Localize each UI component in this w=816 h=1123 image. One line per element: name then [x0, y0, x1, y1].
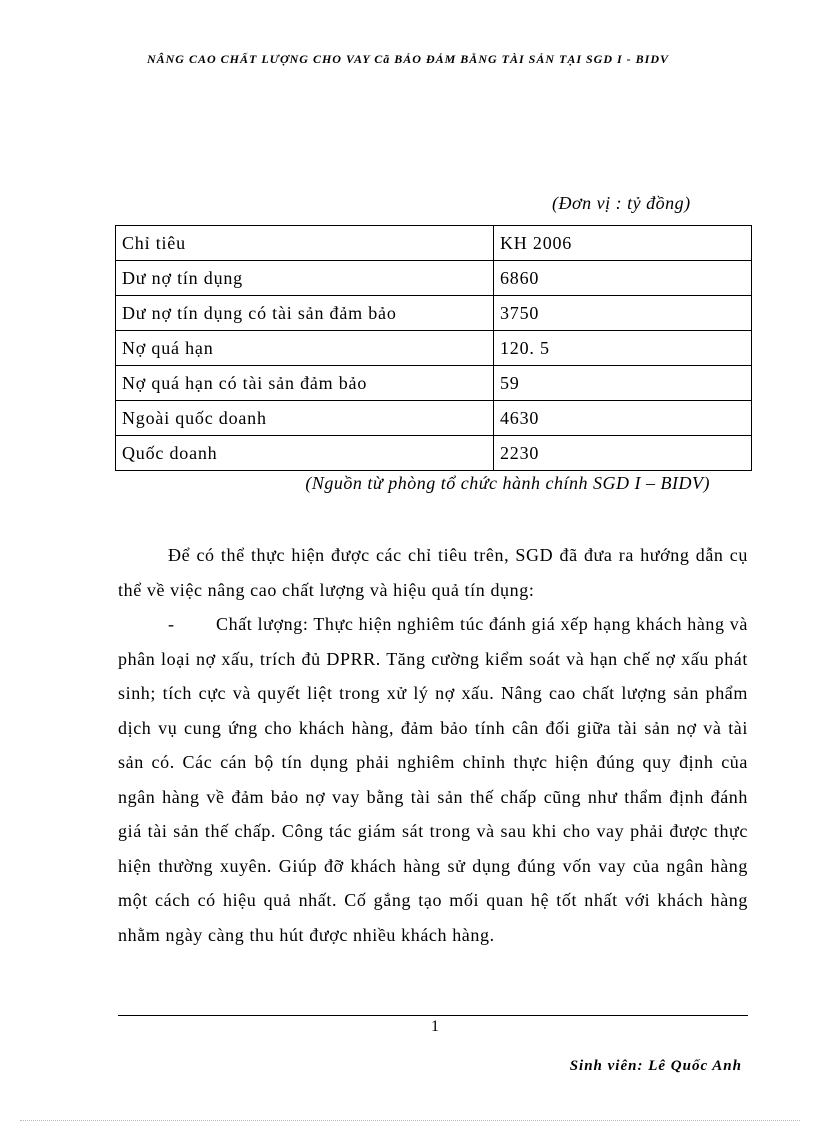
- table-cell-label: Dư nợ tín dụng có tài sản đảm bảo: [116, 296, 494, 331]
- table-cell-value: 3750: [494, 296, 752, 331]
- paragraph-intro-text: Để có thể thực hiện được các chỉ tiêu trên, SGD đã đưa ra hướng dẫn cụ thể về việc nâng cao chất lượng và hiệu quả tín dụng:: [118, 545, 748, 600]
- paragraph-quality-text: Chất lượng: Thực hiện nghiêm túc đánh giá xếp hạng khách hàng và phân loại nợ xấu, trích đủ DPRR. Tăng cường kiểm soát và hạn chế nợ xấu phát sinh; tích cực và quyết liệt trong xử lý nợ xấu. Nâng cao chất lượng sản phẩm dịch vụ cung ứng cho khách hàng, đảm bảo tính cân đối giữa tài sản nợ và tài sản có. Các cán bộ tín dụng phải nghiêm chỉnh thực hiện đúng quy định của ngân hàng về đảm bảo nợ vay bằng tài sản thế chấp cũng như thẩm định đánh giá tài sản thế chấp. Công tác giám sát trong và sau khi cho vay phải được thực hiện thường xuyên. Giúp đỡ khách hàng sử dụng đúng vốn vay của ngân hàng một cách có hiệu quả nhất. Cố gắng tạo mối quan hệ tốt nhất với khách hàng nhằm ngày càng thu hút được nhiều khách hàng.: [118, 614, 748, 945]
- table-header-row: [116, 226, 752, 261]
- table-cell-label: Quốc doanh: [116, 436, 494, 471]
- list-dash-marker: -: [168, 614, 175, 634]
- table-header-cell: KH 2006: [494, 226, 752, 261]
- table-cell-value: 4630: [494, 401, 752, 436]
- paragraph-quality-block: [118, 607, 748, 952]
- table-cell-value: 120. 5: [494, 331, 752, 366]
- table-cell-value: 59: [494, 366, 752, 401]
- table-cell-label: Nợ quá hạn: [116, 331, 494, 366]
- table-cell-value: 2230: [494, 436, 752, 471]
- table-cell-label: Ngoài quốc doanh: [116, 401, 494, 436]
- footer-divider: [118, 1015, 748, 1016]
- table-header-cell: Chỉ tiêu: [116, 226, 494, 261]
- paragraph-quality: [118, 607, 748, 952]
- table-row: [116, 366, 752, 401]
- page-header-title: NÂNG CAO CHẤT LƯỢNG CHO VAY Cã BẢO ĐẢM BẰNG TÀI SẢN TẠI SGD I - BIDV: [146, 52, 670, 66]
- source-note: (Nguồn từ phòng tổ chức hành chính SGD I – BIDV): [305, 473, 710, 493]
- table-cell-label: Dư nợ tín dụng: [116, 261, 494, 296]
- table-row: [116, 331, 752, 366]
- table-row: [116, 401, 752, 436]
- page-number: 1: [431, 1018, 439, 1035]
- student-name: Sinh viên: Lê Quốc Anh: [569, 1058, 742, 1074]
- table-row: [116, 436, 752, 471]
- table-row: [116, 261, 752, 296]
- page-bottom-edge: [20, 1120, 800, 1121]
- table-cell-label: Nợ quá hạn có tài sản đảm bảo: [116, 366, 494, 401]
- data-table: [115, 225, 752, 471]
- table-cell-value: 6860: [494, 261, 752, 296]
- table-row: [116, 296, 752, 331]
- paragraph-intro: [118, 538, 748, 607]
- unit-note: (Đơn vị : tỷ đồng): [552, 193, 691, 213]
